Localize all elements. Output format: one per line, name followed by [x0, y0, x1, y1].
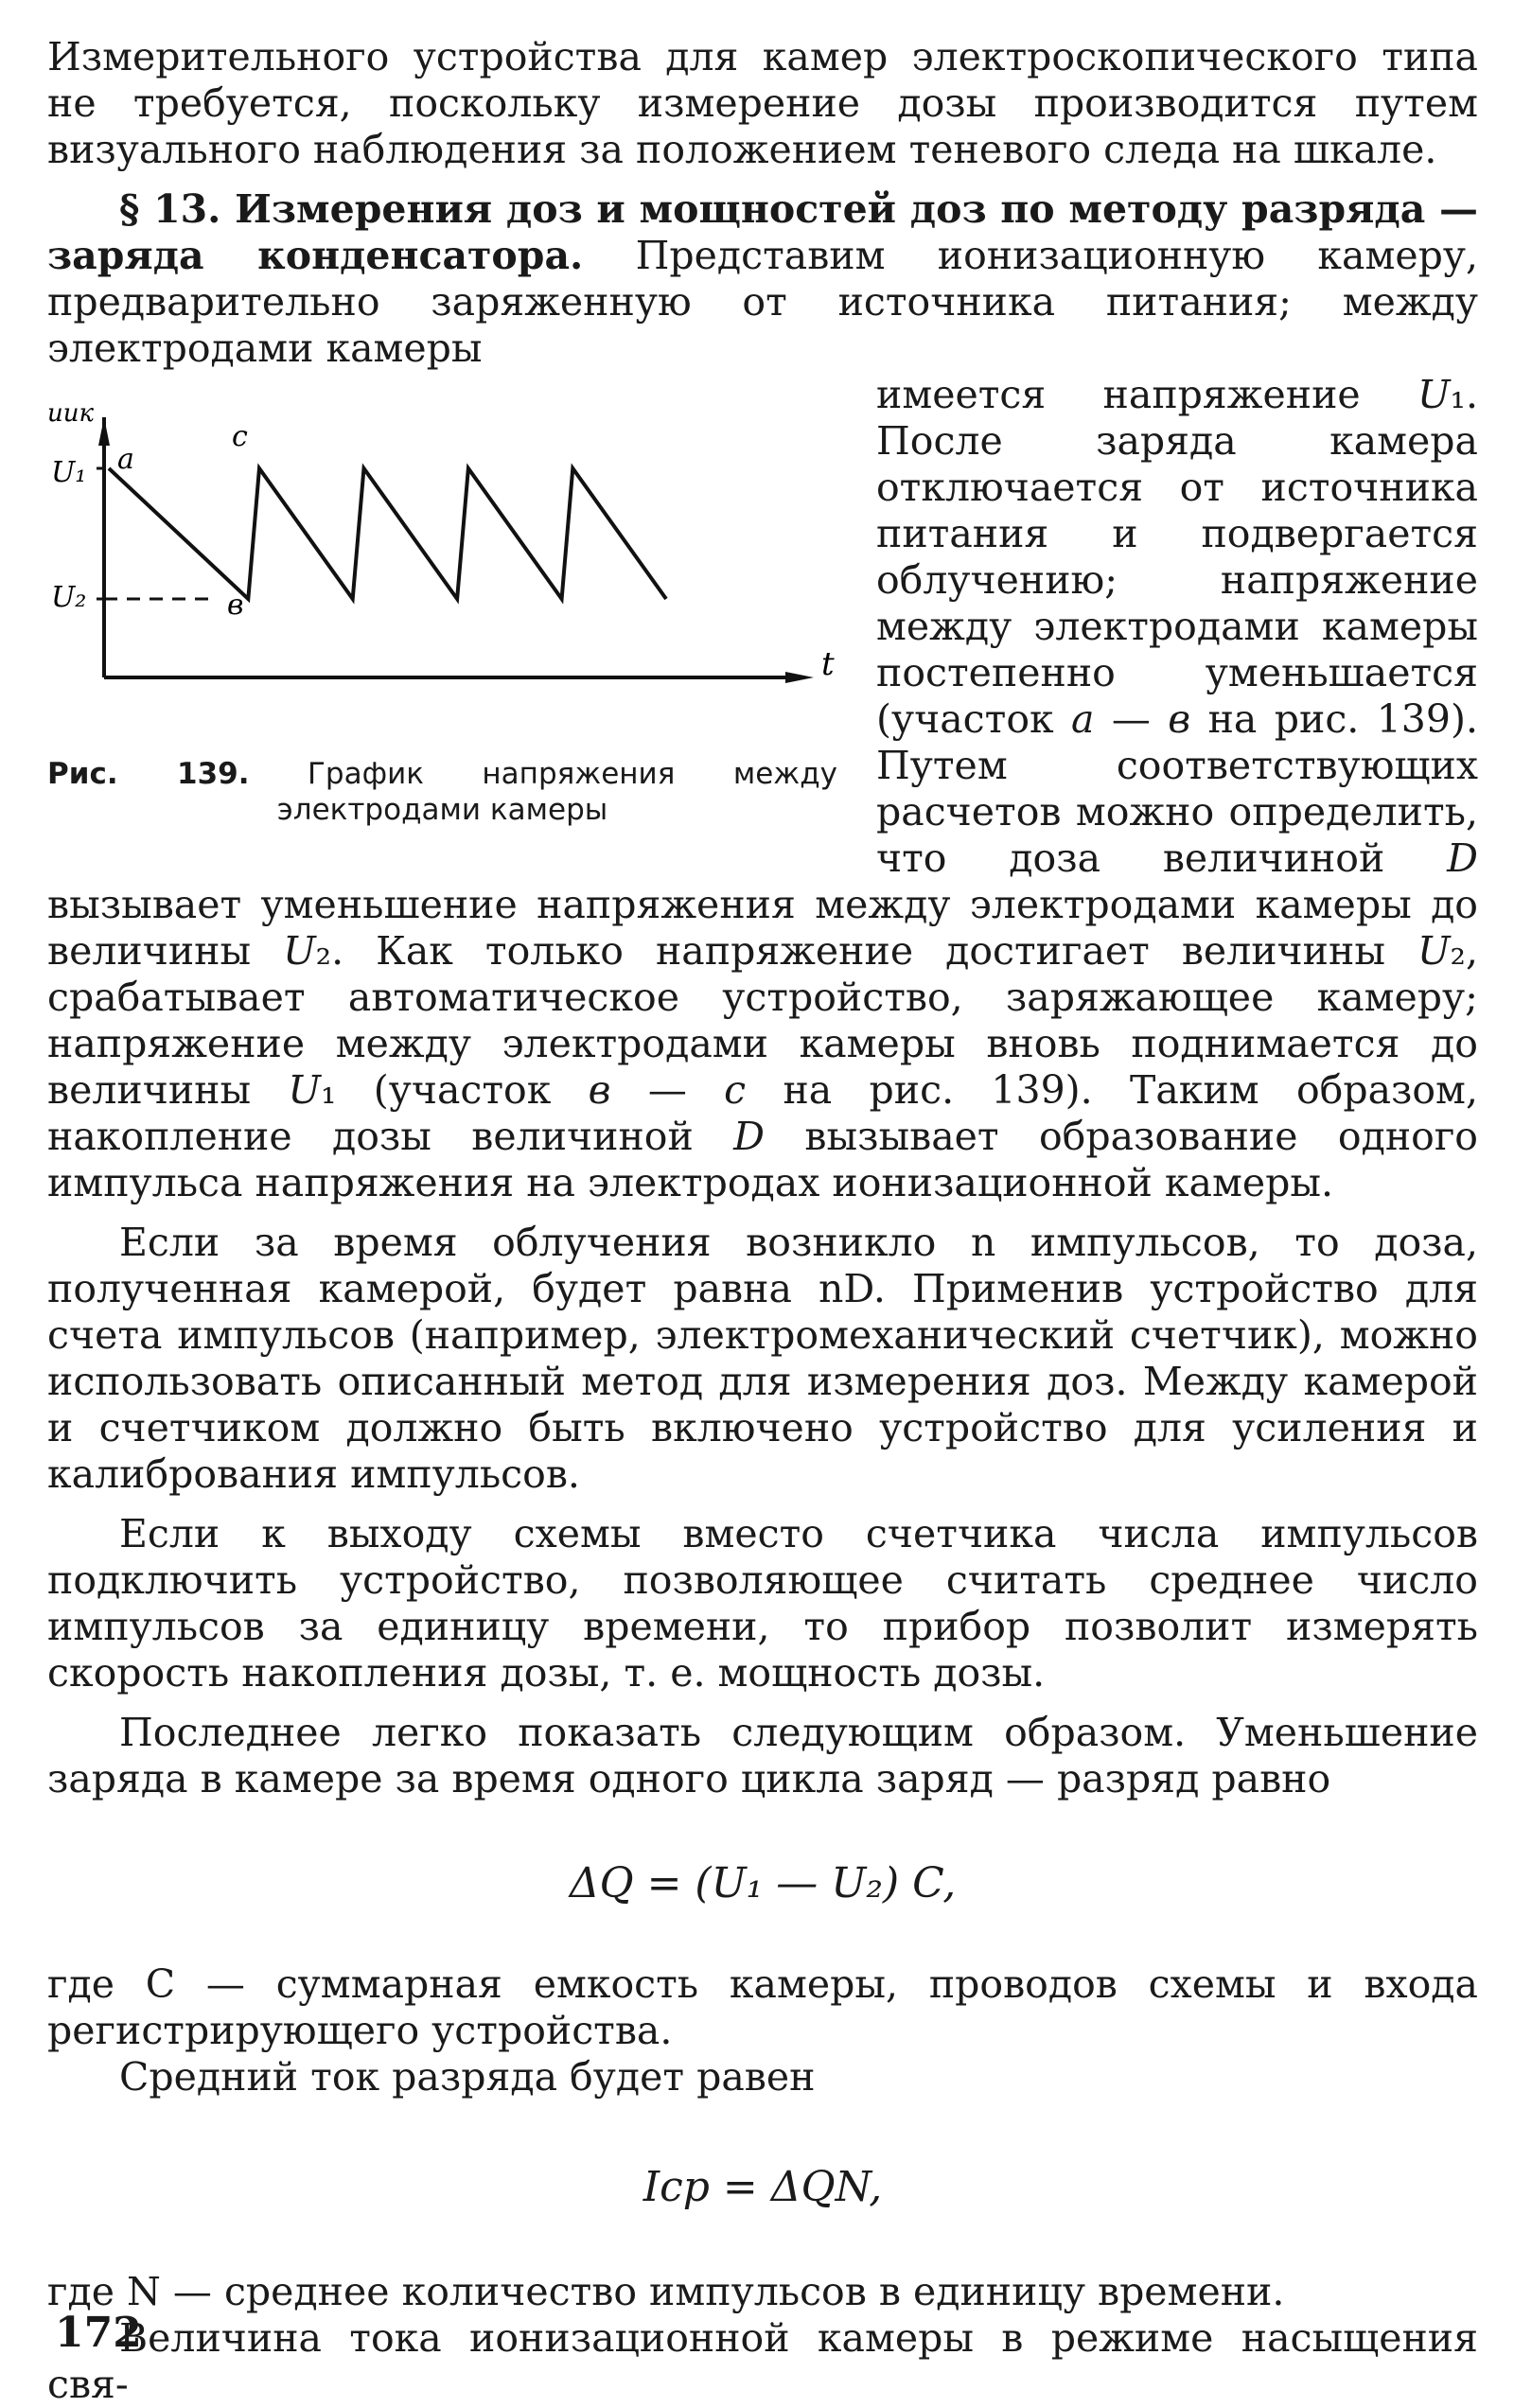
paragraph-mean-current: Средний ток разряда будет равен [119, 2054, 816, 2100]
x-axis-arrow [785, 672, 814, 683]
paragraph-intro: Измерительного устройства для камер электроскопического типа не требуется, поскольку измерение дозы производится путем визуального наблюдения за положением теневого следа на шкале. [47, 34, 1478, 172]
section-heading: § 13. Измерения доз и мощностей доз по методу разряда — заряда конденсатора. [47, 186, 1478, 278]
caption-label: Рис. 139. [47, 757, 250, 791]
paragraph-n-definition: где N — среднее количество импульсов в единицу времени. [47, 2269, 1285, 2314]
u1-label: U₁ [51, 456, 87, 489]
paragraph-charge-loss: Последнее легко показать следующим образом. Уменьшение заряда в камере за время одного цикла заряд — разряд равно [47, 1710, 1478, 1802]
voltage-chart [47, 379, 842, 758]
point-b-label: в [227, 589, 244, 622]
formula-delta-q: ΔQ = (U₁ — U₂) C, [569, 1859, 957, 1907]
point-a-label: a [117, 443, 134, 476]
u2-label: U₂ [51, 581, 87, 614]
paragraph-chamber-start: Представим ионизационную камеру, предварительно заряженную от источника питания; между электродами камеры [47, 233, 1479, 371]
sawtooth-line [109, 468, 666, 599]
figure-139 [47, 379, 842, 837]
point-c-label: c [232, 420, 248, 453]
page-number: 172 [55, 2309, 142, 2357]
y-axis-arrow [98, 417, 110, 446]
paragraph-saturation: Величина тока ионизационной камеры в режиме насыщения свя- [47, 2315, 1478, 2407]
paragraph-capacitance: где C — суммарная емкость камеры, проводов схемы и входа регистрирующего устройства. [47, 1961, 1478, 2053]
x-axis-label: t [821, 645, 835, 683]
paragraph-pulse-count: Если за время облучения возникло n импульсов, то доза, полученная камерой, будет равна nD. Применив устройство для счета импульсов (например, электромеханический счетчик), можно использовать описанный метод для измерения доз. Между камерой и счетчиком должно быть включено устройство для усиления и калибрования импульсов. [47, 1220, 1478, 1497]
paragraph-dose-rate: Если к выходу схемы вместо счетчика числа импульсов подключить устройство, позволяющее считать среднее число импульсов за единицу времени, то прибор позволит измерять скорость накопления дозы, т. е. мощность дозы. [47, 1511, 1478, 1696]
figure-caption [47, 756, 837, 828]
page-content [47, 34, 1478, 2408]
caption-text: График напряжения между электродами камеры [276, 757, 837, 827]
formula-current: Iср = ΔQN, [643, 2163, 883, 2211]
section-13-paragraph [47, 186, 1478, 372]
y-axis-label: uик [47, 399, 95, 428]
paragraph-chamber-continued: имеется напряжение U₁. После заряда камера отключается от источника питания и подвергается облучению; напряжение между электродами камеры постепенно уменьшается (участок а — в на рис. 139). Путем соответствующих расчетов можно определить, что доза величиной D вызывает уменьшение напряжения между электродами камеры до величины U₂. Как только напряжение достигает величины U₂, срабатывает автоматическое устройство, заряжающее камеру; напряжение между электродами камеры вновь поднимается до величины U₁ (участок в — с на рис. 139). Таким образом, накопление дозы величиной D вызывает образование одного импульса напряжения на электродах ионизационной камеры. [47, 372, 1478, 1205]
